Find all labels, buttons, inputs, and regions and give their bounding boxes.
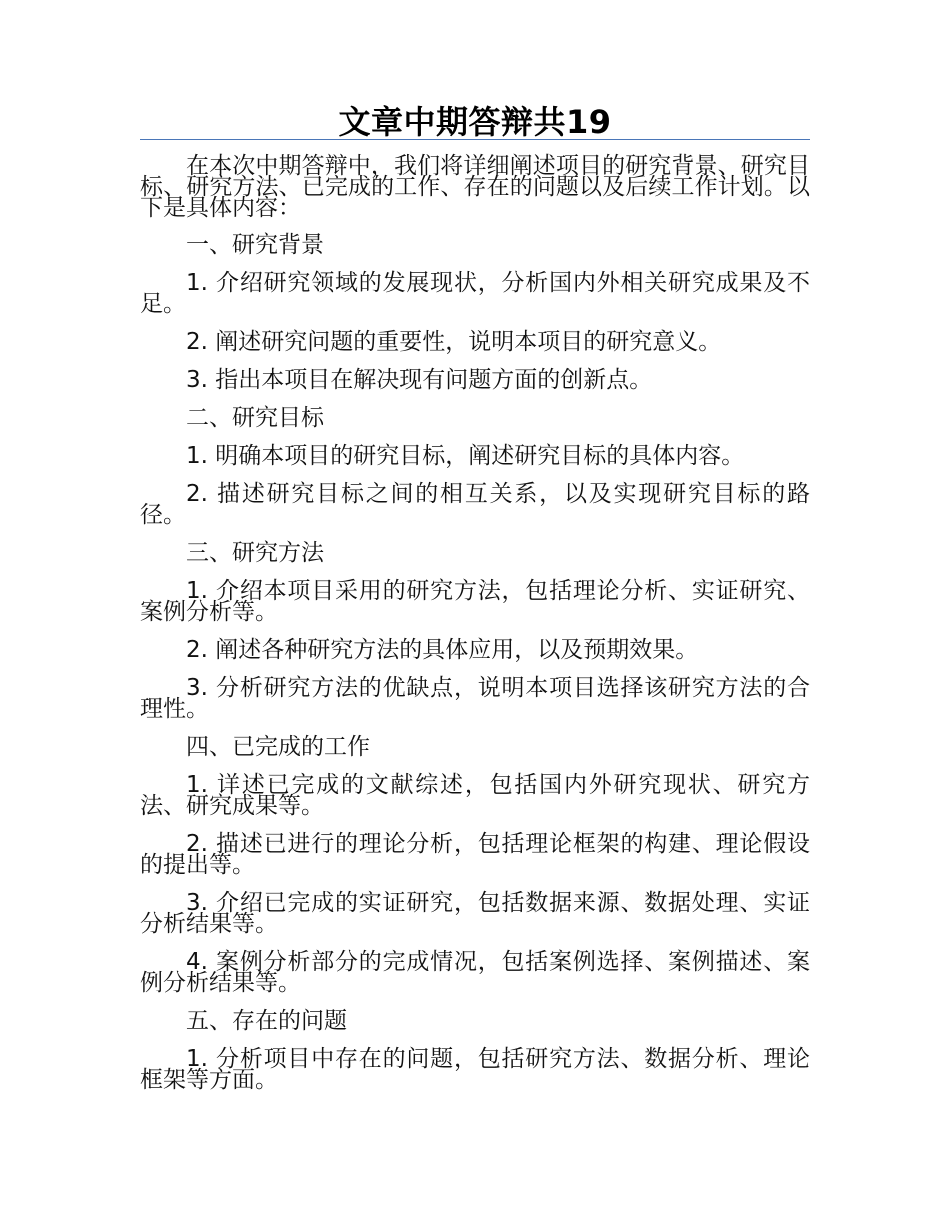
intro-paragraph: 在本次中期答辩中，我们将详细阐述项目的研究背景、研究目标、研究方法、已完成的工作、存在的问题以及后续工作计划。以下是具体内容： xyxy=(140,153,810,221)
document-title: 文章中期答辩共19 xyxy=(338,103,612,141)
section-heading-goals: 二、研究目标 xyxy=(186,405,324,431)
list-item: 3. 分析研究方法的优缺点，说明本项目选择该研究方法的合理性。 xyxy=(140,675,810,722)
list-item: 3. 介绍已完成的实证研究，包括数据来源、数据处理、实证分析结果等。 xyxy=(140,890,810,937)
list-item: 1. 详述已完成的文献综述，包括国内外研究现状、研究方法、研究成果等。 xyxy=(140,772,810,819)
list-item: 1. 分析项目中存在的问题，包括研究方法、数据分析、理论框架等方面。 xyxy=(140,1046,810,1093)
list-item: 1. 介绍本项目采用的研究方法，包括理论分析、实证研究、案例分析等。 xyxy=(140,578,810,625)
section-heading-completed-work: 四、已完成的工作 xyxy=(186,734,370,760)
list-item: 1. 明确本项目的研究目标，阐述研究目标的具体内容。 xyxy=(186,443,745,469)
list-item: 2. 阐述各种研究方法的具体应用，以及预期效果。 xyxy=(186,637,699,663)
list-item: 3. 指出本项目在解决现有问题方面的创新点。 xyxy=(186,367,653,393)
section-heading-problems: 五、存在的问题 xyxy=(186,1008,347,1034)
list-item: 4. 案例分析部分的完成情况，包括案例选择、案例描述、案例分析结果等。 xyxy=(140,949,810,996)
list-item: 2. 描述研究目标之间的相互关系，以及实现研究目标的路径。 xyxy=(140,481,810,528)
list-item: 1. 介绍研究领域的发展现状，分析国内外相关研究成果及不足。 xyxy=(140,270,810,317)
document-body xyxy=(140,153,810,1108)
section-heading-background: 一、研究背景 xyxy=(186,232,324,258)
section-heading-methods: 三、研究方法 xyxy=(186,540,324,566)
list-item: 2. 阐述研究问题的重要性，说明本项目的研究意义。 xyxy=(186,329,722,355)
title-underline xyxy=(140,139,810,140)
list-item: 2. 描述已进行的理论分析，包括理论框架的构建、理论假设的提出等。 xyxy=(140,831,810,878)
document-page xyxy=(140,100,810,1200)
